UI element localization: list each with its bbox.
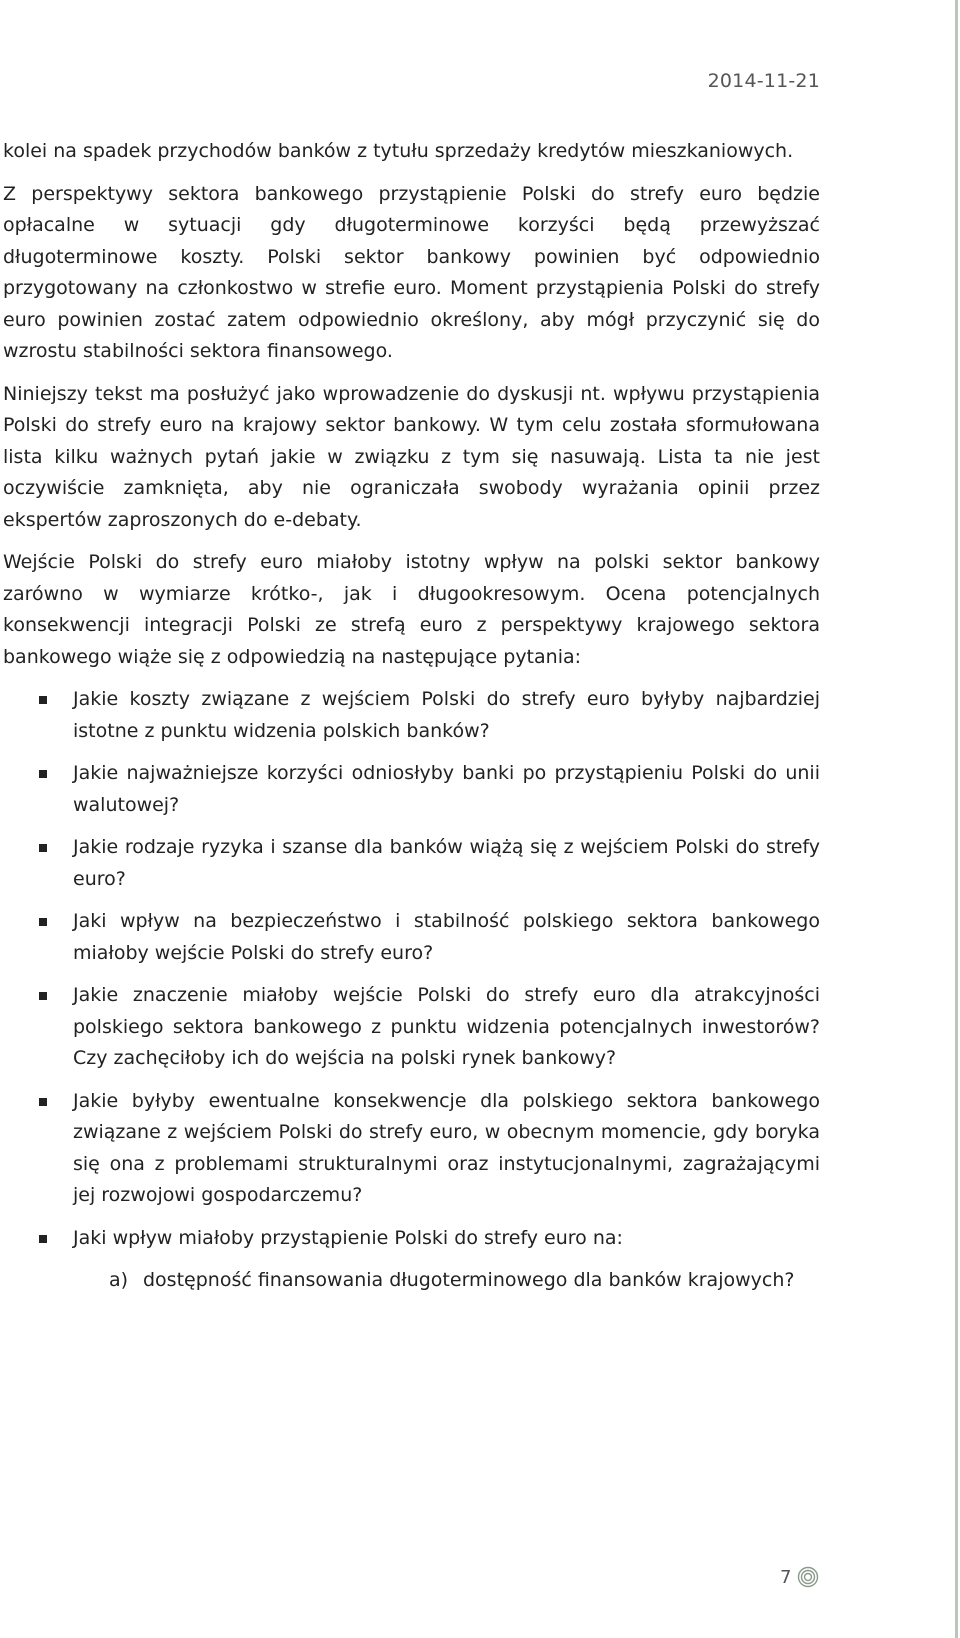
page-edge-rule xyxy=(955,0,958,1638)
paragraph-3: Niniejszy tekst ma posłużyć jako wprowadzenie do dyskusji nt. wpływu przystąpienia Polski do strefy euro na krajowy sektor bankowy. W tym celu została sformułowana lista kilku ważnych pytań jakie w związku z tym się nasuwają. Lista ta nie jest oczywiście zamknięta, aby nie ograniczała swobody wyrażania opinii przez ekspertów zaproszonych do e-debaty. xyxy=(3,382,820,531)
square-bullet-icon xyxy=(39,918,47,926)
page-footer xyxy=(780,1566,819,1588)
square-bullet-icon xyxy=(39,844,47,852)
question-text: Jakie byłyby ewentualne konsekwencje dla polskiego sektora bankowego związane z wejściem Polski do strefy euro, w obecnym momencie, gdy boryka się ona z problemami strukturalnymi oraz instytucjonalnymi, zagrażającymi jej rozwojowi gospodarczemu? xyxy=(73,1089,820,1206)
question-item xyxy=(3,980,820,1075)
question-list xyxy=(3,684,820,1297)
question-item xyxy=(3,758,820,821)
spiral-icon xyxy=(797,1566,819,1588)
square-bullet-icon xyxy=(39,992,47,1000)
question-text: Jakie najważniejsze korzyści odniosłyby banki po przystąpieniu Polski do unii walutowej? xyxy=(73,762,820,816)
sub-question-text: dostępność finansowania długoterminowego dla banków krajowych? xyxy=(143,1269,795,1291)
paragraph-1: kolei na spadek przychodów banków z tytułu sprzedaży kredytów mieszkaniowych. xyxy=(3,140,794,162)
question-item xyxy=(3,1223,820,1297)
question-item xyxy=(3,684,820,747)
header-date: 2014-11-21 xyxy=(707,70,820,92)
paragraph-2: Z perspektywy sektora bankowego przystąpienie Polski do strefy euro będzie opłacalne w sytuacji gdy długoterminowe korzyści będą przewyższać długoterminowe koszty. Polski sektor bankowy powinien być odpowiednio przygotowany na członkostwo w strefie euro. Moment przystąpienia Polski do strefy euro powinien zostać zatem odpowiednio określony, aby mógł przyczynić się do wzrostu stabilności sektora finansowego. xyxy=(3,182,820,362)
question-text: Jaki wpływ na bezpieczeństwo i stabilność polskiego sektora bankowego miałoby wejście Polski do strefy euro? xyxy=(73,910,820,964)
question-item xyxy=(3,906,820,969)
square-bullet-icon xyxy=(39,1098,47,1106)
question-text: Jaki wpływ miałoby przystąpienie Polski do strefy euro na: xyxy=(73,1226,623,1249)
paragraph-4: Wejście Polski do strefy euro miałoby istotny wpływ na polski sektor bankowy zarówno w wymiarze krótko-, jak i długookresowym. Ocena potencjalnych konsekwencji integracji Polski ze strefą euro z perspektywy krajowego sektora bankowego wiąże się z odpowiedzią na następujące pytania: xyxy=(3,551,820,668)
document-body xyxy=(3,136,820,1308)
square-bullet-icon xyxy=(39,696,47,704)
question-text: Jakie koszty związane z wejściem Polski do strefy euro byłyby najbardziej istotne z punktu widzenia polskich banków? xyxy=(73,688,820,742)
page-number: 7 xyxy=(780,1566,792,1588)
sub-question-marker: a) xyxy=(109,1269,129,1291)
sub-question-list xyxy=(73,1265,820,1297)
square-bullet-icon xyxy=(39,770,47,778)
square-bullet-icon xyxy=(39,1235,47,1243)
question-item xyxy=(3,832,820,895)
sub-question-item xyxy=(73,1265,820,1297)
question-text: Jakie rodzaje ryzyka i szanse dla banków wiążą się z wejściem Polski do strefy euro? xyxy=(73,836,820,890)
question-item xyxy=(3,1086,820,1212)
question-text: Jakie znaczenie miałoby wejście Polski do strefy euro dla atrakcyjności polskiego sektora bankowego z punktu widzenia potencjalnych inwestorów? Czy zachęciłoby ich do wejścia na polski rynek bankowy? xyxy=(73,984,820,1069)
